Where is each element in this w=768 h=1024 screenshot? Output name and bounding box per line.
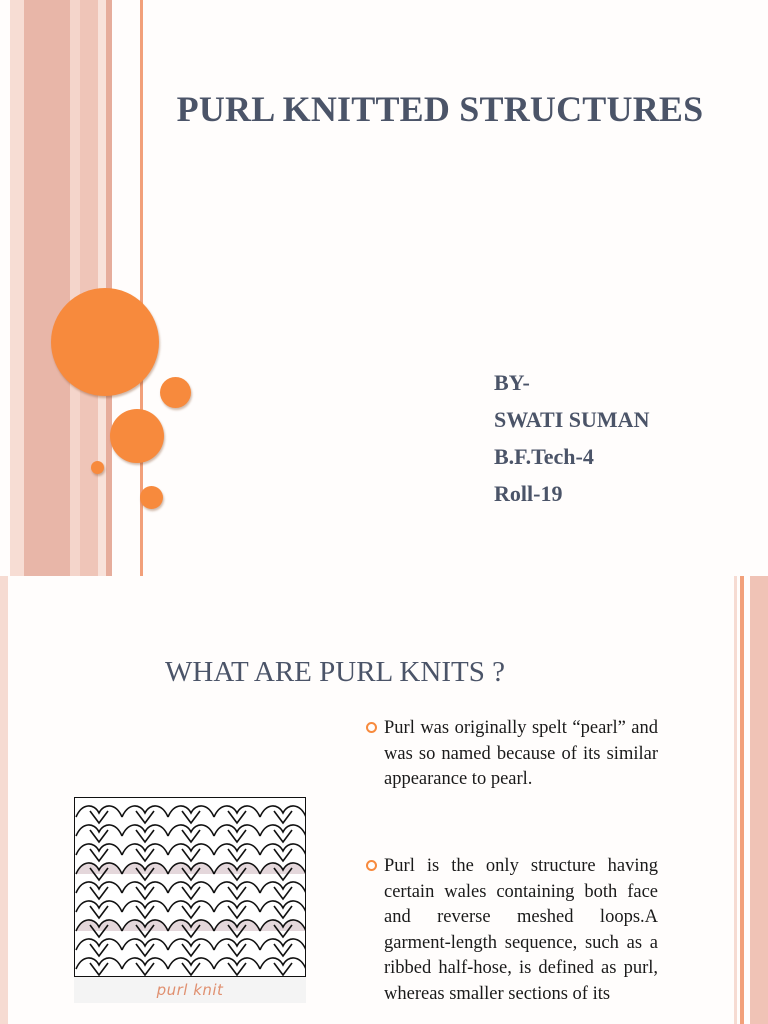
- decorative-band: [70, 0, 80, 576]
- decorative-band: [24, 0, 70, 576]
- decorative-band: [0, 576, 8, 1024]
- bullet-text: Purl was originally spelt “pearl” and was so named because of its similar appearance to pearl.: [384, 718, 658, 789]
- decorative-band: [740, 576, 744, 1024]
- decorative-band: [10, 0, 24, 576]
- decorative-circle: [110, 409, 164, 463]
- bullet-item: [384, 716, 658, 793]
- decorative-band: [750, 576, 768, 1024]
- circle-bullet-icon: [366, 722, 377, 733]
- author-roll: Roll-19: [494, 481, 563, 506]
- content-slide: [0, 576, 768, 1024]
- decorative-circle: [51, 288, 159, 396]
- circle-bullet-icon: [366, 860, 377, 871]
- slide-title: PURL KNITTED STRUCTURES: [176, 89, 704, 129]
- bullet-item: [384, 854, 658, 1007]
- author-course: B.F.Tech-4: [494, 444, 594, 469]
- byline-label: BY-: [494, 370, 530, 395]
- decorative-circle: [140, 486, 163, 509]
- knit-pattern-graphic: [74, 797, 306, 977]
- decorative-circle: [160, 377, 191, 408]
- bullet-text: Purl is the only structure having certain wales containing both face and reverse meshed loops.A garment-length sequence, such as a ribbed half-hose, is defined as purl, whereas smaller sections of its: [384, 856, 658, 1004]
- decorative-band: [734, 576, 737, 1024]
- decorative-circle: [91, 461, 104, 474]
- purl-knit-illustration: [74, 797, 306, 1003]
- image-caption: purl knit: [74, 977, 306, 1003]
- author-name: SWATI SUMAN: [494, 407, 650, 432]
- author-block: [494, 364, 649, 512]
- slide-heading: WHAT ARE PURL KNITS ?: [165, 656, 505, 688]
